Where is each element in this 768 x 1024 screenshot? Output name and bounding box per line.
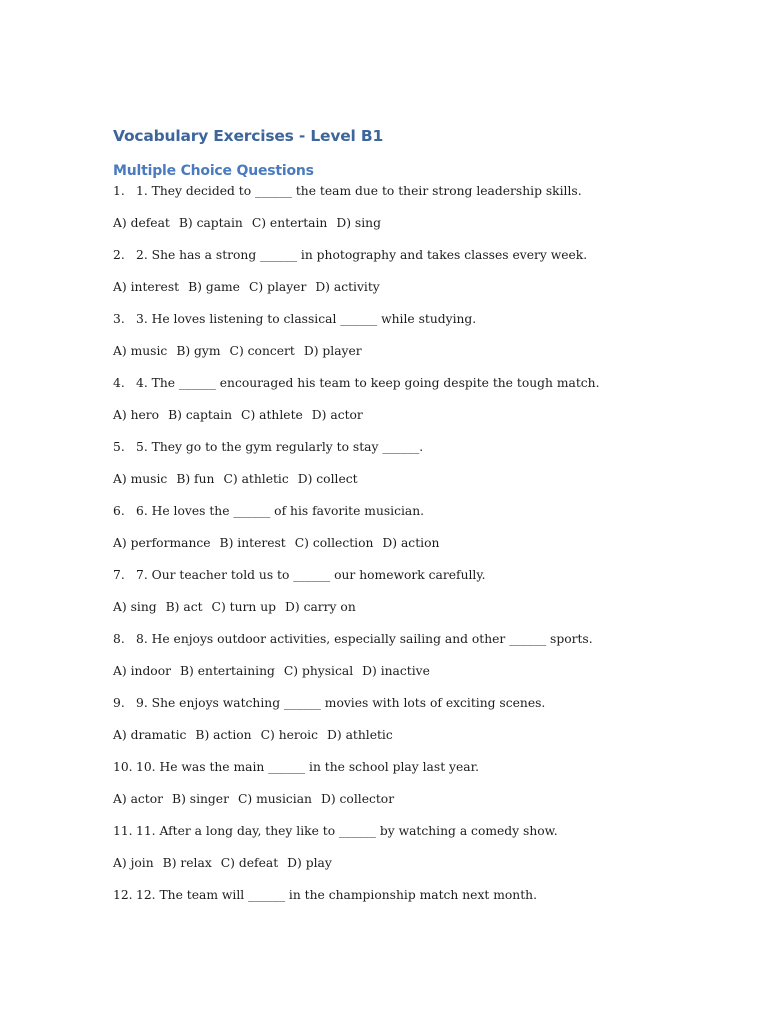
answer-option: B) relax <box>162 856 212 870</box>
answer-option: C) collection <box>294 536 374 550</box>
answer-option: C) athlete <box>241 408 303 422</box>
answer-option: D) collect <box>297 472 358 486</box>
question-text <box>113 694 713 726</box>
document-title: Vocabulary Exercises - Level B1 <box>113 127 384 145</box>
answer-option: B) singer <box>172 792 229 806</box>
answer-option: D) actor <box>311 408 363 422</box>
answer-options <box>113 662 713 694</box>
question-number: 7. <box>113 568 125 582</box>
answer-option: A) sing <box>113 600 157 614</box>
question-item <box>113 438 713 502</box>
question-text <box>113 886 713 918</box>
question-item <box>113 630 713 694</box>
answer-options <box>113 214 713 246</box>
question-number: 9. <box>113 696 125 710</box>
question-sentence: 10. He was the main ______ in the school play last year. <box>136 760 480 774</box>
question-text <box>113 502 713 534</box>
answer-option: A) music <box>113 344 168 358</box>
document-page <box>113 124 713 918</box>
question-sentence: 7. Our teacher told us to ______ our homework carefully. <box>136 568 486 582</box>
question-text <box>113 246 713 278</box>
answer-option: C) athletic <box>223 472 289 486</box>
answer-option: C) entertain <box>251 216 328 230</box>
question-number: 11. <box>113 824 133 838</box>
question-item <box>113 566 713 630</box>
answer-option: A) indoor <box>113 664 171 678</box>
question-number: 8. <box>113 632 125 646</box>
answer-option: A) dramatic <box>113 728 187 742</box>
answer-option: C) turn up <box>211 600 277 614</box>
question-text <box>113 630 713 662</box>
answer-options <box>113 790 713 822</box>
question-sentence: 6. He loves the ______ of his favorite musician. <box>136 504 425 518</box>
question-sentence: 5. They go to the gym regularly to stay ______. <box>136 440 424 454</box>
question-text <box>113 566 713 598</box>
answer-option: C) player <box>248 280 307 294</box>
answer-option: B) fun <box>176 472 215 486</box>
answer-options <box>113 726 713 758</box>
answer-option: B) action <box>195 728 252 742</box>
question-number: 6. <box>113 504 125 518</box>
question-sentence: 8. He enjoys outdoor activities, especially sailing and other ______ sports. <box>136 632 593 646</box>
answer-option: B) captain <box>168 408 233 422</box>
answer-option: A) actor <box>113 792 164 806</box>
question-item <box>113 246 713 310</box>
answer-option: D) collector <box>320 792 395 806</box>
answer-option: C) physical <box>283 664 354 678</box>
answer-option: D) play <box>287 856 332 870</box>
answer-options <box>113 534 713 566</box>
question-text <box>113 438 713 470</box>
answer-option: A) join <box>113 856 154 870</box>
answer-option: A) music <box>113 472 168 486</box>
question-sentence: 3. He loves listening to classical ______ while studying. <box>136 312 477 326</box>
question-item <box>113 502 713 566</box>
question-sentence: 9. She enjoys watching ______ movies with lots of exciting scenes. <box>136 696 546 710</box>
answer-option: D) carry on <box>285 600 356 614</box>
question-item <box>113 822 713 886</box>
answer-option: B) entertaining <box>180 664 275 678</box>
answer-option: D) inactive <box>362 664 430 678</box>
answer-option: B) act <box>165 600 203 614</box>
answer-options <box>113 854 713 886</box>
question-text <box>113 182 713 214</box>
question-text <box>113 822 713 854</box>
answer-option: B) game <box>188 280 240 294</box>
answer-option: B) gym <box>176 344 221 358</box>
answer-option: A) performance <box>113 536 211 550</box>
answer-options <box>113 598 713 630</box>
answer-option: D) action <box>382 536 440 550</box>
question-item <box>113 758 713 822</box>
question-number: 10. <box>113 760 133 774</box>
question-sentence: 2. She has a strong ______ in photography and takes classes every week. <box>136 248 588 262</box>
answer-option: A) interest <box>113 280 180 294</box>
question-number: 1. <box>113 184 125 198</box>
question-number: 2. <box>113 248 125 262</box>
answer-option: A) defeat <box>113 216 170 230</box>
answer-option: B) captain <box>178 216 243 230</box>
question-item <box>113 694 713 758</box>
question-item <box>113 182 713 246</box>
question-text <box>113 374 713 406</box>
question-number: 4. <box>113 376 125 390</box>
answer-options <box>113 278 713 310</box>
question-item <box>113 374 713 438</box>
question-item <box>113 886 713 918</box>
question-sentence: 12. The team will ______ in the championship match next month. <box>136 888 537 902</box>
answer-options <box>113 406 713 438</box>
question-list <box>113 182 713 918</box>
answer-options <box>113 342 713 374</box>
question-sentence: 4. The ______ encouraged his team to keep going despite the tough match. <box>136 376 600 390</box>
question-text <box>113 758 713 790</box>
answer-option: C) defeat <box>220 856 279 870</box>
question-number: 5. <box>113 440 125 454</box>
question-text <box>113 310 713 342</box>
answer-option: D) player <box>303 344 362 358</box>
answer-option: C) musician <box>237 792 312 806</box>
question-sentence: 11. After a long day, they like to ______ by watching a comedy show. <box>136 824 558 838</box>
answer-option: C) heroic <box>260 728 319 742</box>
answer-option: B) interest <box>219 536 286 550</box>
question-sentence: 1. They decided to ______ the team due to their strong leadership skills. <box>136 184 582 198</box>
question-number: 12. <box>113 888 133 902</box>
answer-option: D) athletic <box>327 728 393 742</box>
answer-option: D) activity <box>315 280 380 294</box>
answer-options <box>113 470 713 502</box>
answer-option: D) sing <box>336 216 381 230</box>
answer-option: A) hero <box>113 408 160 422</box>
section-heading: Multiple Choice Questions <box>113 163 314 179</box>
question-item <box>113 310 713 374</box>
question-number: 3. <box>113 312 125 326</box>
answer-option: C) concert <box>229 344 295 358</box>
